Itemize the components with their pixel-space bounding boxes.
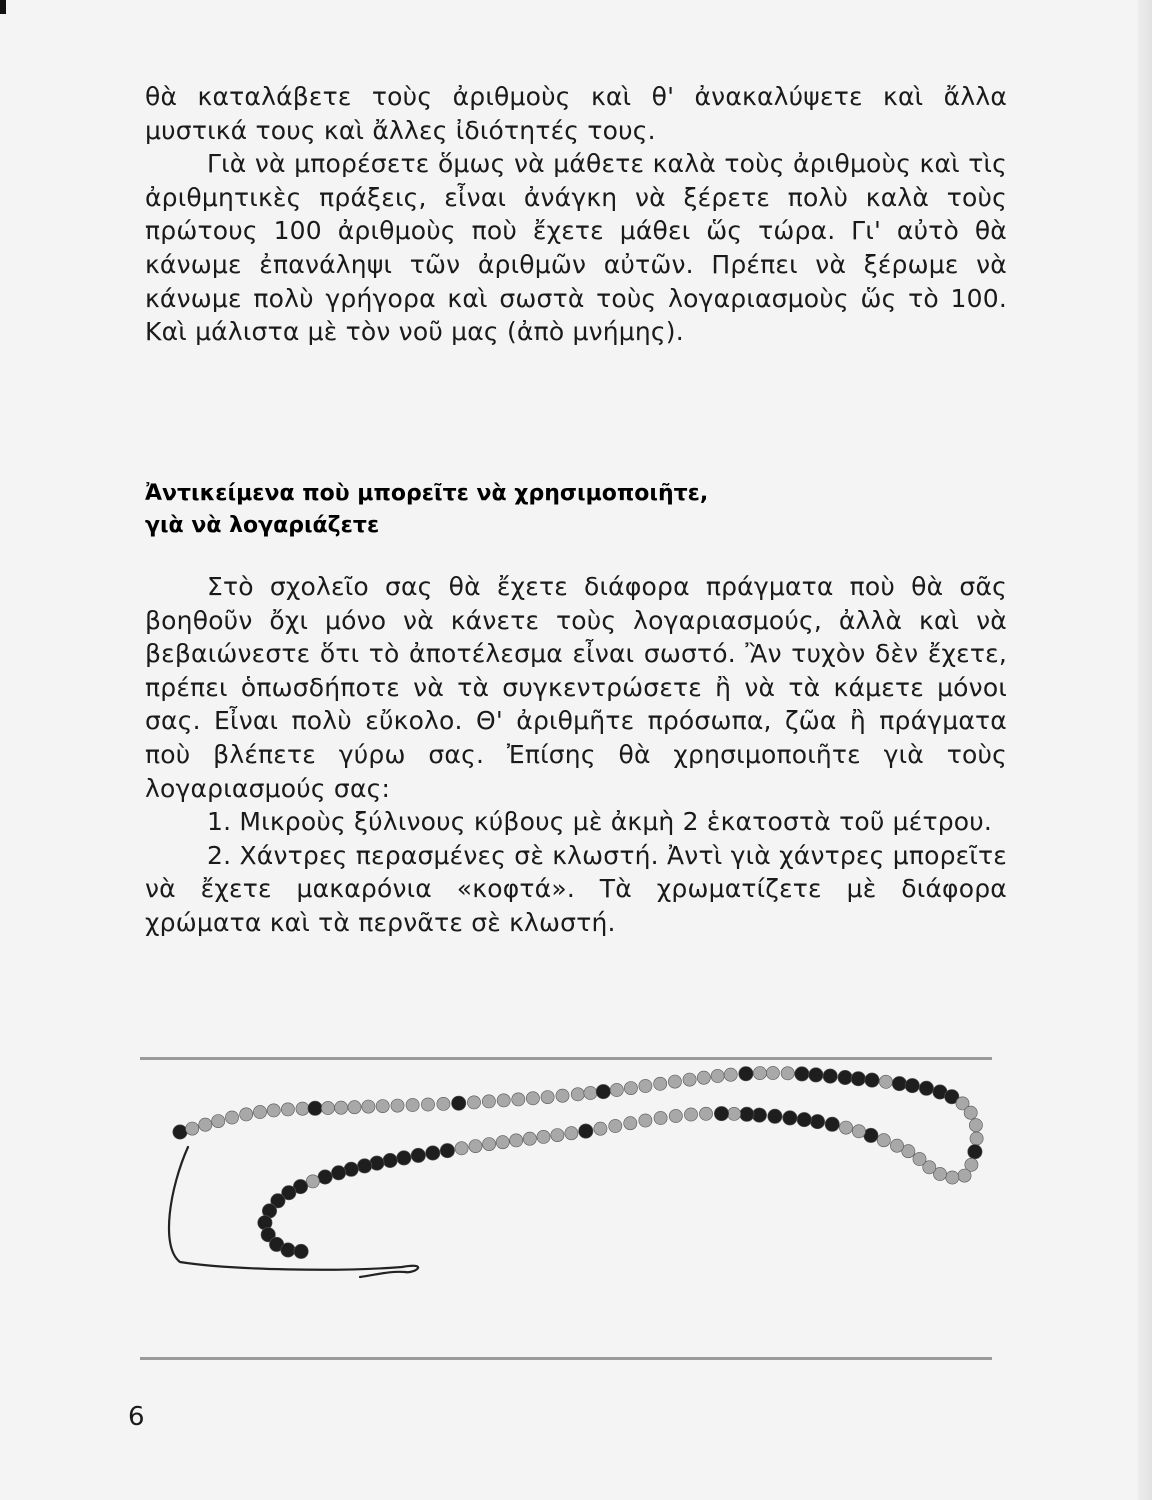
scan-corner-mark	[0, 0, 6, 14]
bead	[551, 1129, 564, 1142]
bead	[281, 1103, 294, 1116]
bead	[768, 1109, 782, 1123]
bead	[383, 1153, 397, 1167]
bead	[318, 1170, 332, 1184]
bead	[969, 1119, 982, 1132]
bead	[654, 1111, 667, 1124]
list-item-wooden-cubes: 1. Μικροὺς ξύλινους κύβους μὲ ἀκμὴ 2 ἑκατοστὰ τοῦ μέτρου.	[207, 807, 993, 837]
bead	[556, 1089, 569, 1102]
bead	[724, 1068, 737, 1081]
bead	[879, 1075, 892, 1088]
bead	[253, 1105, 266, 1118]
bead	[958, 1169, 971, 1182]
bead	[357, 1159, 371, 1173]
bead	[851, 1072, 865, 1086]
bead	[624, 1082, 637, 1095]
bead	[668, 1075, 681, 1088]
intro-paragraph-1: θὰ καταλάβετε τοὺς ἀριθμοὺς καὶ θ' ἀνακαλύψετε καὶ ἄλλα μυστικά τους καὶ ἄλλες ἰδιότητές τους.	[145, 82, 1007, 145]
bead	[467, 1096, 480, 1109]
bead	[766, 1066, 779, 1079]
bead	[781, 1067, 794, 1080]
bead	[565, 1127, 578, 1140]
section-heading-line-1: Ἀντικείμενα ποὺ μπορεῖτε νὰ χρησιμοποιῆτε,	[145, 481, 709, 506]
bead	[348, 1101, 361, 1114]
bead	[331, 1166, 345, 1180]
bead	[523, 1132, 536, 1145]
bead	[913, 1152, 926, 1165]
bead	[610, 1083, 623, 1096]
bead	[905, 1078, 919, 1092]
bead	[624, 1117, 637, 1130]
bead	[452, 1096, 466, 1110]
bead	[482, 1095, 495, 1108]
bead	[469, 1140, 482, 1153]
bead	[839, 1121, 852, 1134]
bead	[225, 1111, 238, 1124]
illustration-top-rule	[140, 1057, 992, 1060]
bead	[946, 1171, 959, 1184]
bead	[437, 1097, 450, 1110]
bead	[714, 1106, 728, 1120]
bead	[212, 1115, 225, 1128]
bead	[864, 1128, 878, 1142]
bead	[440, 1143, 454, 1157]
bead	[281, 1243, 295, 1257]
bead	[609, 1119, 622, 1132]
bead	[865, 1073, 879, 1087]
bead	[739, 1067, 753, 1081]
bead	[335, 1101, 348, 1114]
bead	[639, 1079, 652, 1092]
page-edge-shadow	[1138, 0, 1152, 1500]
bead	[370, 1156, 384, 1170]
bead	[406, 1098, 419, 1111]
bead	[752, 1108, 766, 1122]
bead	[362, 1100, 375, 1113]
bead	[579, 1124, 593, 1138]
bead	[483, 1138, 496, 1151]
section-body	[145, 570, 1007, 940]
body-paragraph: Στὸ σχολεῖο σας θὰ ἔχετε διάφορα πράγματα ποὺ θὰ σᾶς βοηθοῦν ὄχι μόνο νὰ κάνετε τοὺς λογαριασμούς, ἀλλὰ καὶ νὰ βεβαιώνεστε ὅτι τὸ ἀποτέλεσμα εἶναι σωστό. Ἂν τυχὸν δὲν ἔχετε, πρέπει ὁπωσδήποτε νὰ τὰ συγκεντρώσετε ἢ νὰ τὰ κάμετε μόνοι σας. Εἶναι πολὺ εὔκολο. Θ' ἀριθμῆτε πρόσωπα, ζῶα ἢ πράγματα ποὺ βλέπετε γύρω σας. Ἐπίσης θὰ χρησιμοποιῆτε γιὰ τοὺς λογαριασμούς σας:	[145, 572, 1007, 803]
bead	[537, 1130, 550, 1143]
bead	[639, 1114, 652, 1127]
bead	[783, 1111, 797, 1125]
bead	[683, 1073, 696, 1086]
bead	[186, 1122, 199, 1135]
bead	[541, 1091, 554, 1104]
bead	[740, 1107, 754, 1121]
page-number: 6	[128, 1402, 145, 1432]
bead	[173, 1125, 187, 1139]
bead	[877, 1134, 890, 1147]
bead	[267, 1104, 280, 1117]
bead	[728, 1107, 741, 1120]
bead	[838, 1070, 852, 1084]
bead	[596, 1084, 610, 1098]
bead	[654, 1077, 667, 1090]
bead	[852, 1125, 865, 1138]
bead	[308, 1101, 322, 1115]
bead	[968, 1145, 982, 1159]
bead	[411, 1148, 425, 1162]
bead	[496, 1136, 509, 1149]
bead	[455, 1142, 468, 1155]
bead	[684, 1108, 697, 1121]
intro-paragraph-2: Γιὰ νὰ μπορέσετε ὅμως νὰ μάθετε καλὰ τοὺς ἀριθμοὺς καὶ τὶς ἀριθμητικὲς πράξεις, εἶναι ἀνάγκη νὰ ξέρετε πολὺ καλὰ τοὺς πρώτους 100 ἀριθμοὺς ποὺ ἔχετε μάθει ὥς τώρα. Γι' αὐτὸ θὰ κάνωμε ἐπανάληψι τῶν ἀριθμῶν αὐτῶν. Πρέπει νὰ ξέρωμε νὰ κάνωμε πολὺ γρήγορα καὶ σωστὰ τοὺς λογαριασμοὺς ὥς τὸ 100. Καὶ μάλιστα μὲ τὸν νοῦ μας (ἀπὸ μνήμης).	[145, 149, 1007, 347]
bead	[296, 1102, 309, 1115]
bead	[970, 1132, 983, 1145]
bead	[890, 1139, 903, 1152]
bead	[711, 1069, 724, 1082]
bead	[571, 1088, 584, 1101]
bead	[964, 1106, 977, 1119]
bead	[823, 1069, 837, 1083]
bead	[426, 1146, 440, 1160]
bead	[795, 1067, 809, 1081]
bead	[699, 1107, 712, 1120]
list-item-beads: 2. Χάντρες περασμένες σὲ κλωστή. Ἀντὶ γιὰ χάντρες μπορεῖτε νὰ ἔχετε μακαρόνια «κοφτά». Τὰ χρωματίζετε μὲ διάφορα χρώματα καὶ τὰ περνᾶτε σὲ κλωστή.	[145, 840, 1007, 937]
bead	[240, 1108, 253, 1121]
illustration-bottom-rule	[140, 1357, 992, 1360]
bead	[810, 1114, 824, 1128]
section-heading	[145, 478, 845, 542]
bead	[594, 1122, 607, 1135]
bead	[697, 1071, 710, 1084]
bead	[497, 1094, 510, 1107]
bead	[397, 1151, 411, 1165]
bead	[669, 1109, 682, 1122]
bead	[809, 1068, 823, 1082]
bead	[294, 1244, 308, 1258]
bead	[321, 1101, 334, 1114]
intro-text	[145, 80, 1007, 349]
bead	[306, 1175, 319, 1188]
bead	[391, 1099, 404, 1112]
bead-group	[173, 1066, 983, 1258]
bead	[344, 1162, 358, 1176]
bead	[825, 1117, 839, 1131]
bead	[919, 1081, 933, 1095]
bead	[421, 1098, 434, 1111]
bead	[510, 1134, 523, 1147]
bead	[797, 1112, 811, 1126]
section-heading-line-2: γιὰ νὰ λογαριάζετε	[145, 513, 380, 538]
bead	[512, 1093, 525, 1106]
beads-on-string-illustration	[140, 1062, 992, 1354]
bead	[199, 1118, 212, 1131]
bead	[753, 1067, 766, 1080]
bead	[376, 1100, 389, 1113]
bead	[584, 1086, 597, 1099]
bead	[526, 1092, 539, 1105]
bead	[892, 1076, 906, 1090]
